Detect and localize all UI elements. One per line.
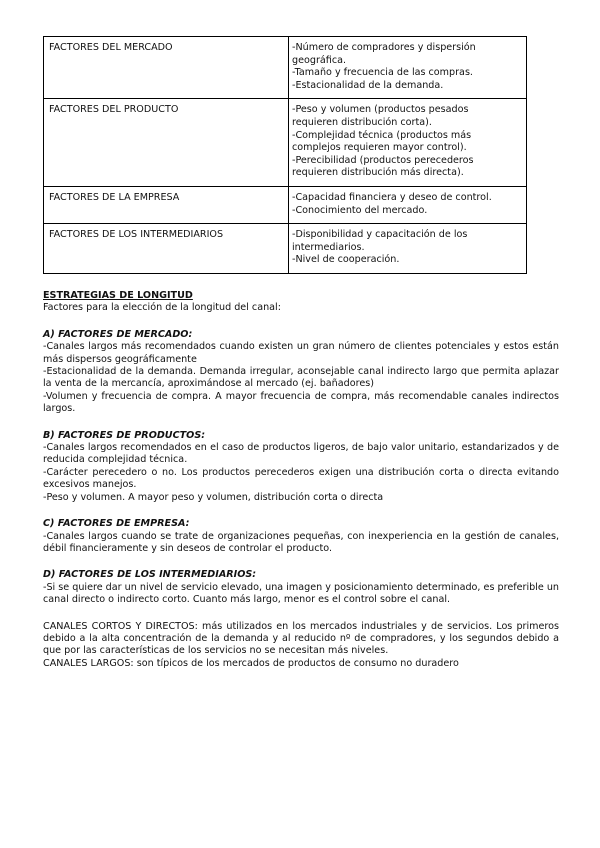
paragraph: -Canales largos más recomendados cuando existen un gran número de clientes potenciales y estos están más dispersos geográficamente (43, 341, 559, 365)
factor-name: FACTORES DEL MERCADO (44, 37, 289, 99)
detail-line: -Capacidad financiera y deseo de control. (292, 191, 492, 203)
closing-paragraph: CANALES LARGOS: son típicos de los mercados de productos de consumo no duradero (43, 657, 459, 669)
factor-details (289, 99, 527, 187)
paragraph: -Peso y volumen. A mayor peso y volumen, distribución corta o directa (43, 491, 384, 503)
table-row (44, 99, 527, 187)
section-heading-intermediarios: D) FACTORES DE LOS INTERMEDIARIOS: (43, 569, 257, 581)
section-heading-empresa: C) FACTORES DE EMPRESA: (43, 518, 190, 530)
paragraph: -Volumen y frecuencia de compra. A mayor frecuencia de compra, más recomendable canales indirectos largos. (43, 390, 559, 415)
detail-line: intermediarios. (292, 241, 365, 253)
detail-line: -Tamaño y frecuencia de las compras. (292, 67, 473, 79)
section-heading-productos: B) FACTORES DE PRODUCTOS: (43, 429, 206, 441)
strategy-content (43, 290, 559, 670)
detail-line: -Número de compradores y dispersión (292, 42, 476, 53)
factors-table (43, 36, 527, 274)
strategy-title: ESTRATEGIAS DE LONGITUD (43, 290, 193, 301)
detail-line: -Peso y volumen (productos pesados (292, 104, 469, 116)
detail-line: complejos requieren mayor control). (292, 142, 467, 154)
paragraph: -Carácter perecedero o no. Los productos perecederos exigen una distribución corta o directa evitando excesivos manejos. (43, 466, 559, 491)
closing-paragraph: CANALES CORTOS Y DIRECTOS: más utilizados en los mercados industriales y de servicios. Los primeros debido a la alta concentración de la demanda y al reducido nº de compradores, y los segundos debido a que por las características de los servicios no se necesitan más niveles. (43, 620, 559, 657)
factor-name: FACTORES DEL PRODUCTO (44, 99, 289, 187)
paragraph: -Si se quiere dar un nivel de servicio elevado, una imagen y posicionamiento determinado, es preferible un canal directo o indirecto corto. Cuanto más largo, menor es el control sobre el canal. (43, 581, 559, 606)
factor-details (289, 37, 527, 99)
paragraph: -Estacionalidad de la demanda. Demanda irregular, aconsejable canal indirecto largo que permita aplazar la venta de la mercancía, aproximándose al mercado (ej. bañadores) (43, 366, 559, 390)
detail-line: requieren distribución corta). (292, 116, 432, 128)
factor-details (289, 224, 527, 274)
detail-line: geográfica. (292, 54, 347, 66)
detail-line: requieren distribución más directa). (292, 167, 464, 179)
factor-details (289, 186, 527, 223)
table-row (44, 186, 527, 223)
detail-line: -Complejidad técnica (productos más (292, 129, 472, 141)
detail-line: -Disponibilidad y capacitación de los (292, 229, 468, 241)
section-heading-mercado: A) FACTORES DE MERCADO: (43, 328, 193, 340)
table-row (44, 37, 527, 99)
paragraph: -Canales largos cuando se trate de organizaciones pequeñas, con inexperiencia en la gestión de canales, débil financieramente y sin deseos de controlar el producto. (43, 530, 559, 554)
detail-line: -Nivel de cooperación. (292, 254, 400, 266)
paragraph: -Canales largos recomendados en el caso de productos ligeros, de bajo valor unitario, estandarizados y de reducida complejidad técnica. (43, 442, 559, 466)
factor-name: FACTORES DE LOS INTERMEDIARIOS (44, 224, 289, 274)
detail-line: -Conocimiento del mercado. (292, 204, 428, 216)
table-row (44, 224, 527, 274)
detail-line: -Estacionalidad de la demanda. (292, 79, 444, 91)
factor-name: FACTORES DE LA EMPRESA (44, 186, 289, 223)
strategy-intro: Factores para la elección de la longitud del canal: (43, 302, 281, 314)
detail-line: -Perecibilidad (productos perecederos (292, 154, 474, 166)
